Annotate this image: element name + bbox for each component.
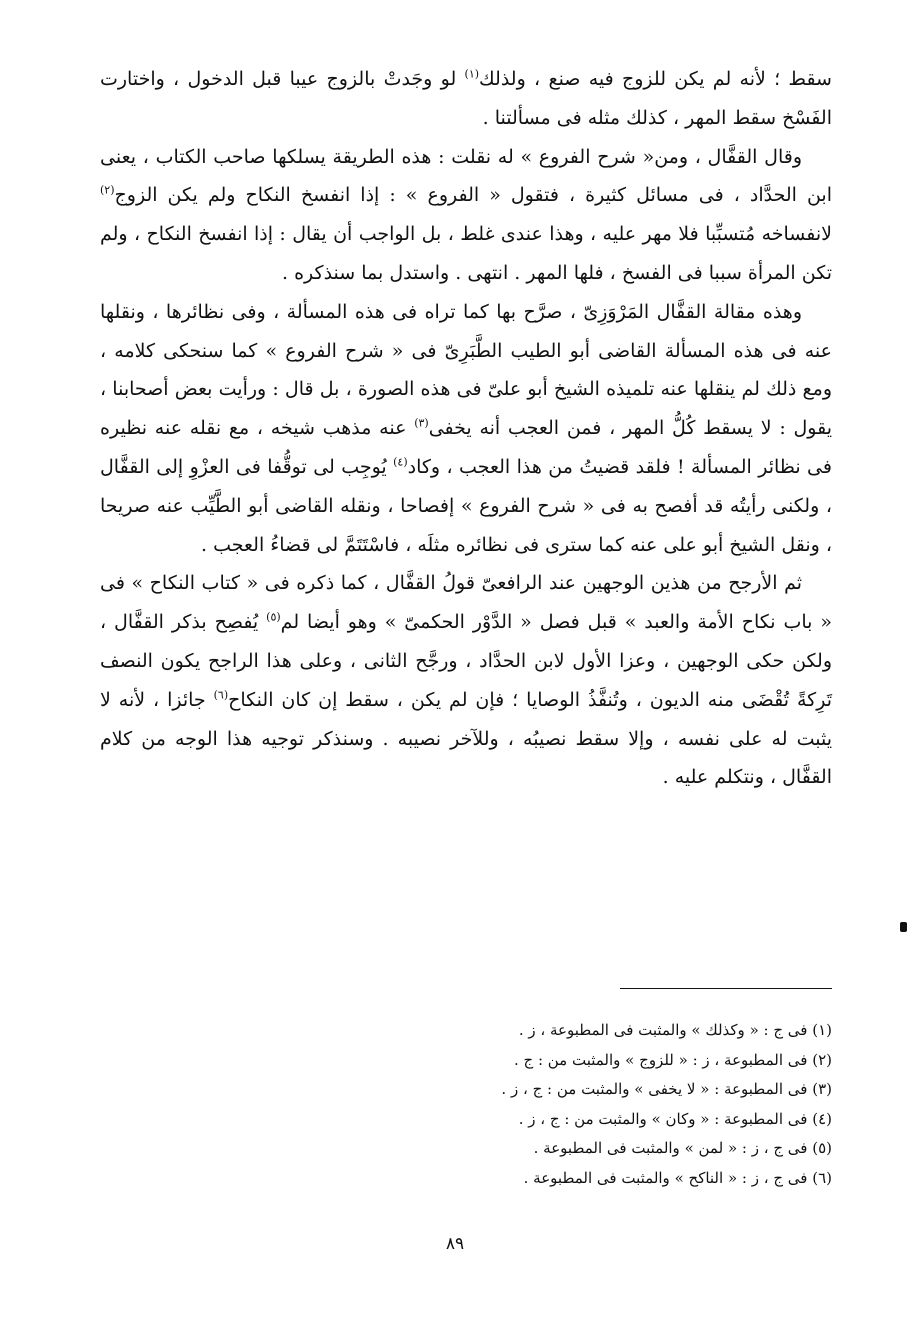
paragraph-4 (100, 564, 832, 797)
text-run: جائزا ، لأنه لا يثبت له على نفسه ، وإلا سقط نصيبُه ، وللآخر نصيبه . وسنذكر توجيه هذا الوجه من كلام القفَّال ، ونتكلم عليه . (100, 688, 832, 789)
text-run: لانفساخه مُتسبِّبا فلا مهر عليه ، وهذا عندى غلط ، بل الواجب أن يقال : إذا انفسخ النكاح ، ولم تكن المرأة سببا فى الفسخ ، فلها المهر . انتهى . واستدل بما سنذكره . (100, 223, 832, 284)
page-number: ٨٩ (445, 1234, 465, 1254)
paragraph-2 (100, 138, 832, 293)
footnote-divider (620, 988, 832, 989)
text-run: يُوجِب لى توقُّفا فى العزْوِ إلى القفَّال ، ولكنى رأيتُه قد أفصح به فى « شرح الفروع » إفصاحا ، ونقله القاضى أبو الطَّيِّب عنه صريحا ، ونقل الشيخ أبو على عنه كما سترى فى نظائره مثلَه ، فاسْتَتَمَّ لى قضاءُ العجب . (100, 455, 832, 556)
footnote-marker: (١) (464, 67, 480, 81)
footnote-marker: (٢) (100, 184, 115, 198)
main-text (100, 60, 832, 797)
paragraph-3 (100, 293, 832, 565)
text-run: سقط ؛ لأنه لم يكن للزوج فيه صنع ، ولذلك (479, 68, 832, 90)
footnote-2: (٢) فى المطبوعة ، ز : « للزوج » والمثبت من : ج . (513, 1050, 832, 1069)
footnote-4: (٤) فى المطبوعة : « وكان » والمثبت من : ج ، ز . (518, 1109, 832, 1128)
text-run: وقال القفَّال ، ومن« شرح الفروع » له نقلت : هذه الطريقة يسلكها صاحب الكتاب ، يعنى ابن الحدَّاد ، فى مسائل كثيرة ، فتقول « الفروع » : إذا انفسخ النكاح ولم يكن الزوج (100, 145, 832, 207)
text-run: لو وجَدتْ بالزوج عيبا قبل الدخول ، واختارت الفَسْخ سقط المهر ، كذلك مثله فى مسألتنا . (100, 68, 832, 129)
text-run: ثم الأرجح من هذين الوجهين عند الرافعىّ قولُ القفَّال ، كما ذكره فى « كتاب النكاح » فى « باب نكاح الأمة والعبد » قبل فصل « الدَّوْر الحكمىّ » وهو أيضا لم (100, 572, 832, 634)
paragraph-1 (100, 60, 832, 138)
footnote-3: (٣) فى المطبوعة : « لا يخفى » والمثبت من : ج ، ز . (501, 1080, 832, 1098)
footnote-6: (٦) فى ج ، ز : « الناكح » والمثبت فى المطبوعة . (523, 1168, 832, 1187)
footnotes (300, 1016, 832, 1193)
footnote-marker: (٥) (266, 610, 281, 624)
footnote-marker: (٦) (213, 688, 229, 702)
text-run: يُفصِح بذكر القفَّال ، ولكن حكى الوجهين ، وعزا الأول لابن الحدَّاد ، ورجَّح الثانى ، وعلى هذا الراجح يكون النصف تَرِكةً تُقْضَى منه الديون ، وتُنفَّذُ الوصايا ؛ فإن لم يكن ، سقط إن كان النكاح (100, 611, 832, 711)
footnote-marker: (٣) (414, 416, 429, 430)
footnote-marker: (٤) (393, 455, 408, 469)
footnote-5: (٥) فى ج ، ز : « لمن » والمثبت فى المطبوعة . (533, 1139, 832, 1157)
text-run: وهذه مقالة القفَّال المَرْوَزِىّ ، صرَّح بها كما تراه فى هذه المسألة ، وفى نظائرها ، ونقلها عنه فى هذه المسألة القاضى أبو الطيب الطَّبَرِىّ فى « شرح الفروع » كما سنحكى كلامه ، ومع ذلك لم ينقلها عنه تلميذه الشيخ أبو علىّ فى هذه الصورة ، بل قال : ورأيت بعض أصحابنا ، يقول : لا يسقط كُلُّ المهر ، فمن العجب أنه يخفى (100, 300, 833, 440)
text-run: عنه مذهب شيخه ، مع نقله عنه نظيره فى نظائر المسألة ! فلقد قضيتُ من هذا العجب ، وكاد (100, 417, 832, 478)
footnote-1: (١) فى ج : « وكذلك » والمثبت فى المطبوعة ، ز . (518, 1021, 832, 1039)
margin-mark (900, 922, 907, 932)
